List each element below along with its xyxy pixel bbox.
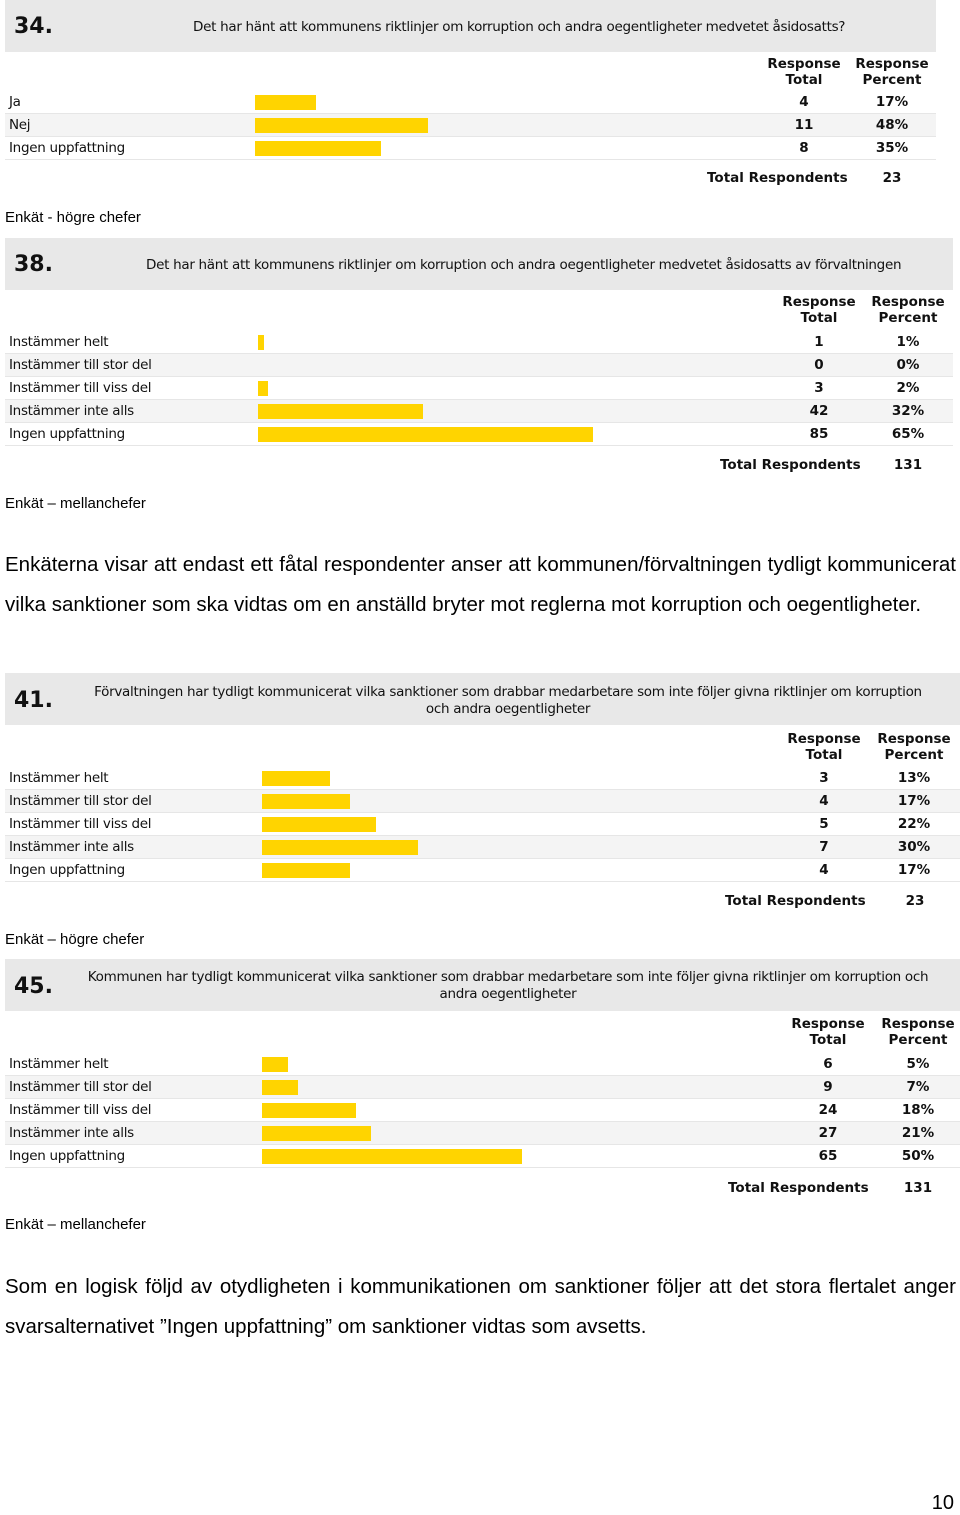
response-total: 1 (814, 334, 824, 350)
response-row (5, 400, 953, 423)
response-bar (258, 404, 423, 419)
response-row (5, 331, 953, 354)
question-text: Förvaltningen har tydligt kommunicerat vilka sanktioner som drabbar medarbetare som inte följer givna riktlinjer om korruption och andra oegentligheter (94, 684, 922, 717)
response-total: 8 (799, 140, 809, 156)
response-label: Instämmer till stor del (9, 357, 152, 373)
response-row (5, 1076, 960, 1099)
response-total: 7 (819, 839, 829, 855)
response-row (5, 114, 936, 137)
response-row (5, 1053, 960, 1076)
response-label: Instämmer till viss del (9, 1102, 152, 1118)
response-bar (262, 840, 418, 855)
response-label: Nej (9, 117, 31, 133)
response-bar (262, 817, 376, 832)
col-header-total: Response Total (791, 1016, 865, 1048)
response-bar (255, 95, 316, 110)
response-percent: 30% (897, 839, 931, 855)
total-respondents-label: Total Respondents (707, 170, 848, 186)
response-label: Ingen uppfattning (9, 862, 125, 878)
response-total: 3 (819, 770, 829, 786)
col-header-percent: Response Percent (877, 731, 951, 763)
page-number: 10 (931, 1492, 954, 1514)
response-row (5, 423, 953, 446)
response-total: 42 (809, 403, 829, 419)
response-bar (262, 863, 350, 878)
response-total: 65 (818, 1148, 838, 1164)
response-percent: 0% (896, 357, 920, 373)
response-bar (262, 794, 350, 809)
total-respondents-label: Total Respondents (725, 893, 866, 909)
col-header-percent: Response Percent (871, 294, 945, 326)
response-bar (262, 1103, 356, 1118)
col-header-percent: Response Percent (855, 56, 929, 88)
response-row (5, 1099, 960, 1122)
response-percent: 48% (875, 117, 909, 133)
caption: Enkät - högre chefer (5, 209, 141, 226)
response-row (5, 377, 953, 400)
response-total: 5 (819, 816, 829, 832)
response-total: 3 (814, 380, 824, 396)
question-text: Det har hänt att kommunens riktlinjer om korruption och andra oegentligheter medvetet åsidosatts? (193, 19, 846, 35)
response-label: Instämmer till viss del (9, 380, 152, 396)
survey-34 (5, 0, 936, 193)
response-label: Instämmer helt (9, 334, 109, 350)
col-header-total: Response Total (767, 56, 841, 88)
response-percent: 65% (891, 426, 925, 442)
response-bar (262, 1080, 298, 1095)
survey-38 (5, 238, 953, 480)
col-header-percent: Response Percent (881, 1016, 955, 1048)
response-percent: 13% (897, 770, 931, 786)
response-percent: 35% (875, 140, 909, 156)
response-total: 24 (818, 1102, 838, 1118)
response-row (5, 354, 953, 377)
response-total: 27 (818, 1125, 838, 1141)
response-row (5, 790, 960, 813)
response-bar (258, 381, 268, 396)
response-percent: 50% (901, 1148, 935, 1164)
response-label: Instämmer helt (9, 770, 109, 786)
total-respondents-label: Total Respondents (728, 1180, 869, 1196)
response-label: Instämmer helt (9, 1056, 109, 1072)
caption: Enkät – mellanchefer (5, 1216, 146, 1233)
paragraph: Enkäterna visar att endast ett fåtal respondenter anser att kommunen/förvaltningen tydligt kommunicerat vilka sanktioner som ska vidtas om en anställd bryter mot reglerna mot korruption och oegentligheter. (5, 553, 956, 616)
response-label: Ingen uppfattning (9, 140, 125, 156)
response-percent: 5% (906, 1056, 930, 1072)
response-bar (258, 427, 593, 442)
response-label: Instämmer inte alls (9, 839, 134, 855)
question-number: 41. (14, 688, 53, 713)
total-respondents-value: 23 (882, 170, 902, 186)
response-percent: 22% (897, 816, 931, 832)
response-row (5, 859, 960, 882)
response-total: 4 (799, 94, 809, 110)
response-percent: 7% (906, 1079, 930, 1095)
response-percent: 17% (897, 862, 931, 878)
question-number: 34. (14, 14, 53, 39)
response-bar (258, 335, 264, 350)
response-percent: 2% (896, 380, 920, 396)
response-row (5, 813, 960, 836)
response-bar (262, 1126, 371, 1141)
question-text: Kommunen har tydligt kommunicerat vilka sanktioner som drabbar medarbetare som inte följer givna riktlinjer om korruption och andra oegentligheter (87, 969, 929, 1002)
response-label: Instämmer inte alls (9, 403, 134, 419)
response-row (5, 137, 936, 160)
response-label: Instämmer inte alls (9, 1125, 134, 1141)
response-percent: 18% (901, 1102, 935, 1118)
col-header-total: Response Total (787, 731, 861, 763)
response-row (5, 836, 960, 859)
survey-41 (5, 673, 960, 917)
response-total: 4 (819, 862, 829, 878)
response-bar (262, 1057, 288, 1072)
response-bar (262, 1149, 522, 1164)
total-respondents-value: 131 (893, 457, 923, 473)
caption: Enkät – mellanchefer (5, 495, 146, 512)
response-row (5, 767, 960, 790)
response-row (5, 1122, 960, 1145)
response-total: 9 (823, 1079, 833, 1095)
response-total: 4 (819, 793, 829, 809)
response-label: Ja (9, 94, 21, 110)
response-label: Ingen uppfattning (9, 1148, 125, 1164)
response-total: 11 (794, 117, 814, 133)
response-label: Instämmer till viss del (9, 816, 152, 832)
col-header-total: Response Total (782, 294, 856, 326)
total-respondents-label: Total Respondents (720, 457, 861, 473)
response-percent: 17% (875, 94, 909, 110)
response-label: Instämmer till stor del (9, 793, 152, 809)
response-percent: 1% (896, 334, 920, 350)
response-total: 0 (814, 357, 824, 373)
response-bar (255, 118, 428, 133)
question-number: 45. (14, 974, 53, 999)
response-bar (255, 141, 381, 156)
response-total: 6 (823, 1056, 833, 1072)
response-percent: 32% (891, 403, 925, 419)
total-respondents-value: 131 (903, 1180, 933, 1196)
survey-45 (5, 959, 960, 1202)
question-number: 38. (14, 252, 53, 277)
response-bar (262, 771, 330, 786)
response-percent: 17% (897, 793, 931, 809)
response-row (5, 91, 936, 114)
caption: Enkät – högre chefer (5, 931, 145, 948)
total-respondents-value: 23 (905, 893, 925, 909)
response-row (5, 1145, 960, 1168)
response-total: 85 (809, 426, 829, 442)
response-percent: 21% (901, 1125, 935, 1141)
response-label: Instämmer till stor del (9, 1079, 152, 1095)
paragraph: Som en logisk följd av otydligheten i kommunikationen om sanktioner följer att det stora flertalet anger svarsalternativet ”Ingen uppfattning” om sanktioner vidtas som avsetts. (5, 1275, 956, 1338)
question-text: Det har hänt att kommunens riktlinjer om korruption och andra oegentligheter medvetet åsidosatts av förvaltningen (146, 257, 902, 273)
response-label: Ingen uppfattning (9, 426, 125, 442)
